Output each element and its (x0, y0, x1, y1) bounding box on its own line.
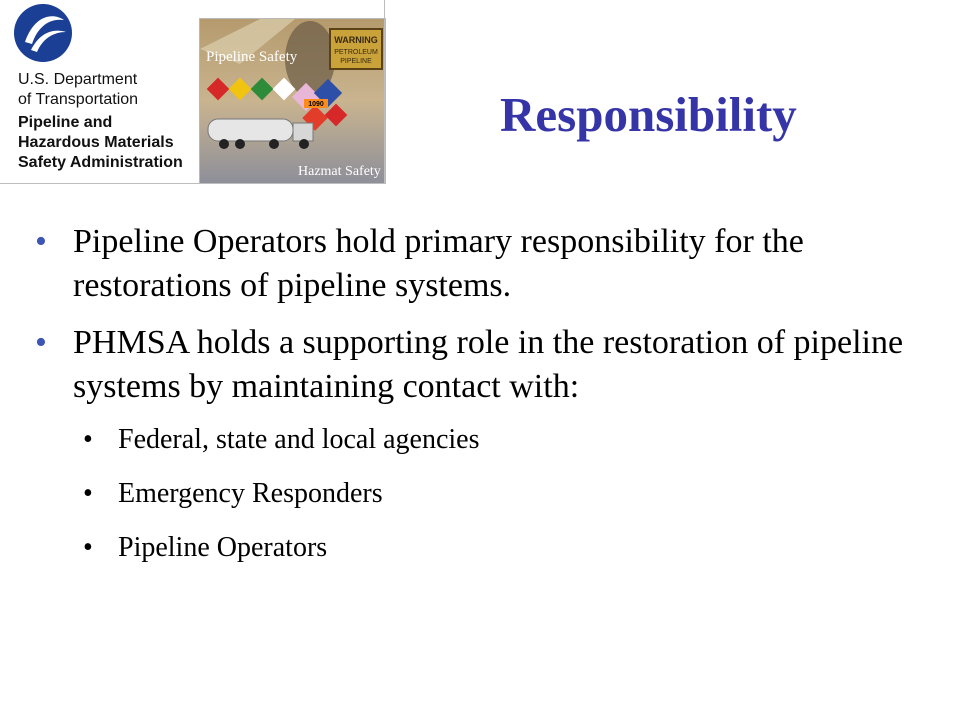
bullet-item (33, 321, 933, 409)
banner-bottom-label: Hazmat Safety (298, 164, 381, 179)
safety-banner-image (199, 18, 386, 184)
sub-bullet-text: Emergency Responders (118, 478, 383, 509)
agency-name (18, 113, 183, 173)
bullet-marker: • (35, 324, 47, 361)
placard-number: 1090 (308, 101, 324, 108)
bullet-text: PHMSA holds a supporting role in the restoration of pipeline systems by maintaining contact with: (73, 324, 904, 405)
sub-bullet-marker: • (83, 478, 93, 509)
header-divider-horizontal (0, 183, 384, 184)
sign-text: PIPELINE (340, 58, 372, 65)
agency-line: Pipeline and (18, 114, 113, 131)
sub-bullet-list (33, 422, 933, 566)
bullet-item (33, 220, 933, 308)
department-name (18, 70, 138, 110)
bullet-marker: • (35, 223, 47, 260)
sub-bullet-item (78, 530, 933, 566)
dot-emblem-icon (12, 2, 74, 64)
department-line: of Transportation (18, 91, 139, 108)
sign-text: PETROLEUM (334, 49, 378, 56)
banner-top-label: Pipeline Safety (206, 49, 298, 65)
agency-line: Safety Administration (18, 154, 183, 171)
bullet-text: Pipeline Operators hold primary responsibility for the restorations of pipeline systems. (73, 223, 804, 304)
agency-line: Hazardous Materials (18, 134, 174, 151)
sub-bullet-group (33, 422, 933, 566)
department-line: U.S. Department (18, 71, 138, 88)
sub-bullet-item (78, 476, 933, 512)
sub-bullet-marker: • (83, 532, 93, 563)
slide-title: Responsibility (500, 87, 797, 142)
sign-text: WARNING (334, 35, 378, 45)
header-divider-vertical (384, 0, 385, 184)
sub-bullet-text: Pipeline Operators (118, 532, 328, 563)
dot-logo (0, 0, 200, 185)
sub-bullet-item (78, 422, 933, 458)
sub-bullet-marker: • (83, 424, 93, 455)
bullet-list (33, 220, 933, 584)
sub-bullet-text: Federal, state and local agencies (118, 424, 480, 455)
